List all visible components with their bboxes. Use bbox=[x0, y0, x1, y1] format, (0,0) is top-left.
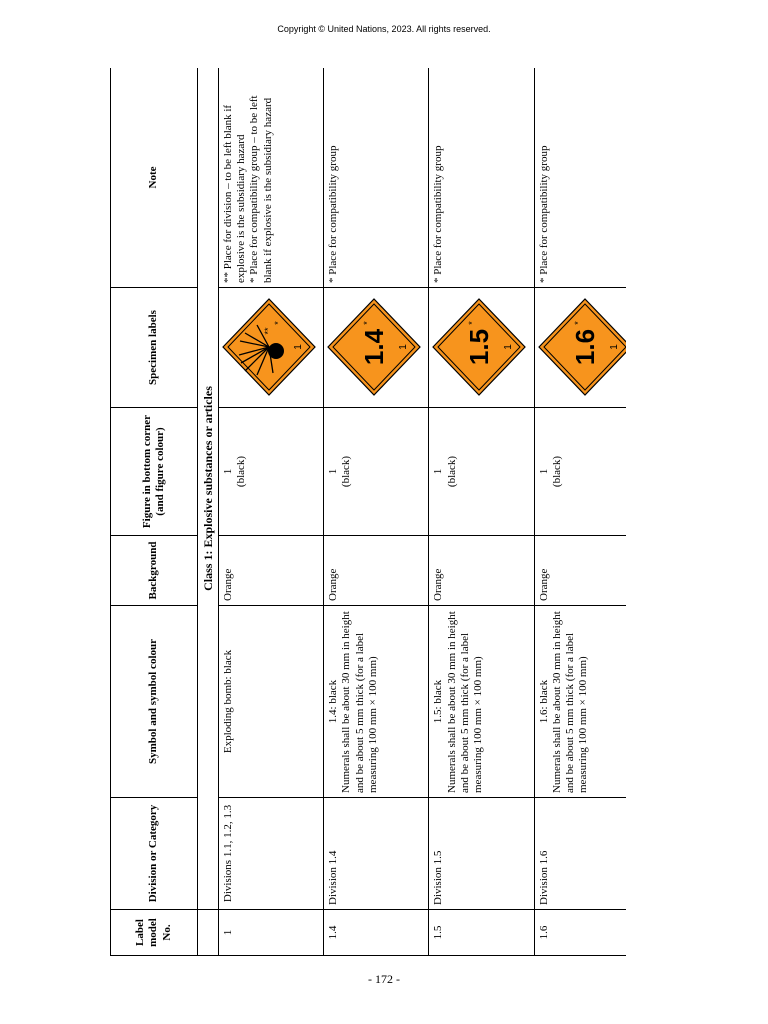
class-number: 1 bbox=[293, 344, 304, 351]
class-heading: Class 1: Explosive substances or articles bbox=[198, 68, 219, 910]
compatibility-group-placeholder: * bbox=[362, 321, 373, 326]
table-frame bbox=[110, 68, 626, 956]
division-cell bbox=[429, 798, 534, 910]
division-text: Divisions 1.1, 1.2, 1.3 bbox=[222, 804, 234, 903]
header-specimen: Specimen labels bbox=[111, 288, 198, 408]
header-symbol: Symbol and symbol colour bbox=[111, 606, 198, 798]
background-text: Orange bbox=[537, 568, 550, 601]
symbol-cell bbox=[429, 606, 534, 798]
background-cell bbox=[219, 536, 324, 606]
specimen-cell bbox=[324, 288, 429, 408]
note-cell bbox=[219, 68, 324, 288]
note-cell bbox=[534, 68, 626, 288]
division-number: 1.5 bbox=[464, 329, 495, 366]
copyright-notice: Copyright © United Nations, 2023. All rights reserved. bbox=[277, 24, 491, 34]
background-text: Orange bbox=[327, 568, 340, 601]
figure-number: 1 bbox=[222, 468, 234, 475]
division-number: 1.6 bbox=[569, 329, 600, 366]
symbol-cell bbox=[534, 606, 626, 798]
header-figure: Figure in bottom corner (and figure colour) bbox=[111, 408, 198, 536]
background-text: Orange bbox=[222, 568, 234, 601]
division-text: Division 1.4 bbox=[327, 850, 340, 905]
background-cell bbox=[324, 536, 429, 606]
label-no: 1.5 bbox=[432, 925, 445, 940]
figure-number: 1 bbox=[327, 468, 340, 475]
header-note: Note bbox=[111, 68, 198, 288]
class-number: 1 bbox=[608, 344, 620, 351]
class-number: 1 bbox=[398, 344, 410, 351]
symbol-line-1: 1.6: black bbox=[537, 679, 550, 724]
note-cell bbox=[429, 68, 534, 288]
note-cell bbox=[324, 68, 429, 288]
division-text: Division 1.5 bbox=[432, 850, 445, 905]
header-row bbox=[111, 68, 198, 956]
division-cell bbox=[324, 798, 429, 910]
label-no: 1.4 bbox=[327, 925, 340, 940]
symbol-line-2: Numerals shall be about 30 mm in height and be about 5 mm thick (for a label measuring 100 mm × 100 mm) bbox=[340, 611, 379, 793]
symbol-cell bbox=[324, 606, 429, 798]
specimen-cell bbox=[429, 288, 534, 408]
figure-colour: (black) bbox=[550, 455, 563, 488]
class-number: 1 bbox=[503, 344, 515, 351]
symbol-cell bbox=[219, 606, 324, 798]
hazard-label-diamond bbox=[219, 292, 319, 404]
symbol-line-1: 1.4: black bbox=[327, 679, 340, 724]
division-placeholder: ** bbox=[263, 327, 273, 336]
background-cell bbox=[429, 536, 534, 606]
background-text: Orange bbox=[432, 568, 445, 601]
hazard-label-diamond bbox=[429, 292, 529, 404]
label-no-cell bbox=[429, 910, 534, 956]
header-label-no: Label model No. bbox=[111, 910, 198, 956]
symbol-line-2: Numerals shall be about 30 mm in height and be about 5 mm thick (for a label measuring 100 mm × 100 mm) bbox=[550, 611, 590, 793]
symbol-line-1: 1.5: black bbox=[432, 679, 445, 724]
note-line: * Place for compatibility group – to be left blank if explosive is the subsidiary hazard bbox=[248, 95, 274, 283]
figure-number: 1 bbox=[432, 468, 445, 475]
label-no-cell bbox=[534, 910, 626, 956]
hazard-label-diamond bbox=[324, 292, 424, 404]
label-no: 1 bbox=[222, 929, 234, 936]
compatibility-group-placeholder: * bbox=[273, 321, 283, 326]
rotated-table-wrapper bbox=[110, 68, 626, 956]
class-heading-row bbox=[198, 68, 219, 956]
division-text: Division 1.6 bbox=[537, 850, 550, 905]
table-row bbox=[534, 68, 626, 956]
note-line: * Place for compatibility group bbox=[432, 145, 445, 283]
background-cell bbox=[534, 536, 626, 606]
figure-colour: (black) bbox=[235, 455, 248, 488]
table-row bbox=[324, 68, 429, 956]
figure-cell bbox=[219, 408, 324, 536]
labels-table bbox=[110, 68, 626, 956]
compatibility-group-placeholder: * bbox=[572, 321, 583, 326]
header-background: Background bbox=[111, 536, 198, 606]
header-division: Division or Category bbox=[111, 798, 198, 910]
division-cell bbox=[219, 798, 324, 910]
figure-cell bbox=[324, 408, 429, 536]
hazard-label-diamond bbox=[535, 292, 626, 404]
specimen-cell bbox=[219, 288, 324, 408]
figure-cell bbox=[534, 408, 626, 536]
figure-colour: (black) bbox=[445, 455, 458, 488]
label-no-cell bbox=[219, 910, 324, 956]
symbol-line-2: Numerals shall be about 30 mm in height and be about 5 mm thick (for a label measuring 100 mm × 100 mm) bbox=[445, 611, 484, 793]
label-no-cell bbox=[324, 910, 429, 956]
table-row bbox=[429, 68, 534, 956]
division-cell bbox=[534, 798, 626, 910]
compatibility-group-placeholder: * bbox=[467, 321, 478, 326]
figure-colour: (black) bbox=[340, 455, 353, 488]
specimen-cell bbox=[534, 288, 626, 408]
figure-cell bbox=[429, 408, 534, 536]
note-line: * Place for compatibility group bbox=[327, 145, 340, 283]
note-line: * Place for compatibility group bbox=[537, 145, 550, 283]
note-line: ** Place for division – to be left blank if explosive is the subsidiary hazard bbox=[222, 104, 248, 283]
division-number: 1.4 bbox=[359, 329, 390, 366]
table-row bbox=[219, 68, 324, 956]
class-heading-spacer bbox=[198, 910, 219, 956]
label-no: 1.6 bbox=[537, 925, 550, 940]
bomb-body-icon bbox=[268, 344, 284, 360]
symbol-line-1: Exploding bomb: black bbox=[222, 649, 234, 754]
figure-number: 1 bbox=[537, 468, 550, 475]
page-number: - 172 - bbox=[368, 972, 400, 986]
